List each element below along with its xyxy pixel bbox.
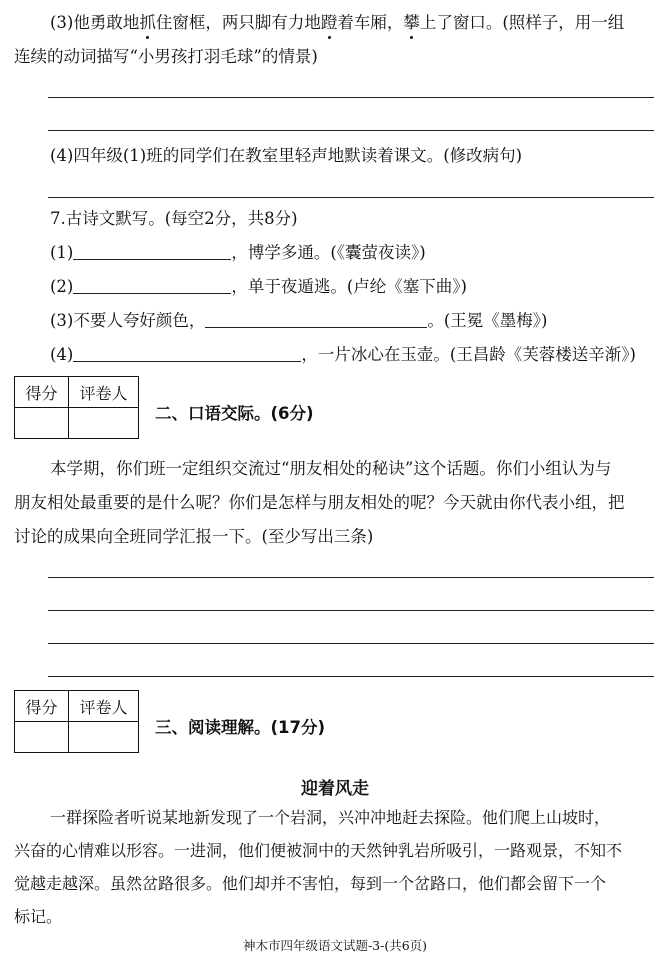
article-paragraph-1: 一群探险者听说某地新发现了一个岩洞，兴冲冲地赶去探险。他们爬上山坡时， bbox=[50, 808, 611, 827]
answer-line-section-2-1[interactable] bbox=[48, 577, 654, 578]
q7-item-4-blank[interactable] bbox=[73, 345, 301, 362]
section-2-title: 二、口语交际。(6分) bbox=[155, 404, 314, 423]
q6-3-verb-grab: 抓 bbox=[139, 13, 156, 32]
article-title: 迎着风走 bbox=[301, 779, 369, 799]
score-cell[interactable] bbox=[15, 722, 69, 753]
q7-item-1-number: (1) bbox=[50, 243, 74, 262]
q6-3-verb-climb: 攀 bbox=[403, 13, 420, 32]
q7-item-2-number: (2) bbox=[50, 277, 74, 296]
q7-item-4-number: (4) bbox=[50, 345, 74, 364]
section-2-paragraph-3: 讨论的成果向全班同学汇报一下。(至少写出三条) bbox=[14, 527, 374, 546]
score-box-section-3 bbox=[14, 690, 139, 753]
score-label: 得分 bbox=[15, 377, 69, 408]
q7-item-1-blank[interactable] bbox=[73, 243, 231, 260]
answer-line-q6-4[interactable] bbox=[48, 197, 654, 198]
q7-item-4 bbox=[50, 344, 636, 366]
answer-line-section-2-4[interactable] bbox=[48, 676, 654, 677]
q6-3-verb-kick: 蹬 bbox=[320, 13, 338, 32]
grader-label: 评卷人 bbox=[69, 377, 139, 408]
q7-item-3-text-before: (3)不要人夸好颜色， bbox=[50, 311, 206, 330]
grader-cell[interactable] bbox=[69, 408, 139, 439]
answer-line-section-2-3[interactable] bbox=[48, 643, 654, 644]
q7-item-1-text: ，博学多通。(《囊萤夜读》) bbox=[231, 243, 426, 262]
section-3-title: 三、阅读理解。(17分) bbox=[155, 718, 326, 737]
q6-3-text-d: 上了窗口。(照样子，用一组 bbox=[419, 13, 625, 32]
q7-item-4-text: ，一片冰心在玉壶。(王昌龄《芙蓉楼送辛渐》) bbox=[301, 345, 636, 364]
q6-3-line1 bbox=[50, 12, 624, 34]
q6-3-text-a: (3)他勇敢地 bbox=[50, 13, 140, 32]
grader-label: 评卷人 bbox=[69, 691, 139, 722]
article-paragraph-4: 标记。 bbox=[14, 907, 63, 926]
grader-cell[interactable] bbox=[69, 722, 139, 753]
q7-heading: 7.古诗文默写。(每空2分，共8分) bbox=[50, 209, 298, 228]
answer-line-q6-3-2[interactable] bbox=[48, 130, 654, 131]
score-label: 得分 bbox=[15, 691, 69, 722]
q7-item-3 bbox=[50, 310, 548, 332]
q6-4-text: (4)四年级(1)班的同学们在教室里轻声地默读着课文。(修改病句) bbox=[50, 146, 523, 165]
answer-line-q6-3-1[interactable] bbox=[48, 97, 654, 98]
q6-3-text-b: 住窗框，两只脚有力地 bbox=[155, 13, 321, 32]
section-2-paragraph-2: 朋友相处最重要的是什么呢？你们是怎样与朋友相处的呢？今天就由你代表小组，把 bbox=[14, 493, 625, 512]
page-footer: 神木市四年级语文试题-3-(共6页) bbox=[242, 938, 428, 953]
q7-item-2 bbox=[50, 276, 467, 298]
q7-item-3-blank[interactable] bbox=[205, 311, 427, 328]
article-paragraph-3: 觉越走越深。虽然岔路很多。他们却并不害怕，每到一个岔路口，他们都会留下一个 bbox=[14, 874, 607, 893]
q7-item-2-text: ，单于夜遁逃。(卢纶《塞下曲》) bbox=[231, 277, 467, 296]
score-cell[interactable] bbox=[15, 408, 69, 439]
q7-item-1 bbox=[50, 242, 426, 264]
q7-item-3-text-after: 。(王冕《墨梅》) bbox=[427, 311, 548, 330]
q6-3-text-c: 着车厢， bbox=[337, 13, 404, 32]
score-box-section-2 bbox=[14, 376, 139, 439]
answer-line-section-2-2[interactable] bbox=[48, 610, 654, 611]
section-2-paragraph-1: 本学期，你们班一定组织交流过“朋友相处的秘诀”这个话题。你们小组认为与 bbox=[50, 459, 612, 478]
q6-3-line2: 连续的动词描写“小男孩打羽毛球”的情景) bbox=[14, 47, 318, 66]
article-paragraph-2: 兴奋的心情难以形容。一进洞，他们便被洞中的天然钟乳岩所吸引，一路观景，不知不 bbox=[14, 841, 623, 860]
q7-item-2-blank[interactable] bbox=[73, 277, 231, 294]
